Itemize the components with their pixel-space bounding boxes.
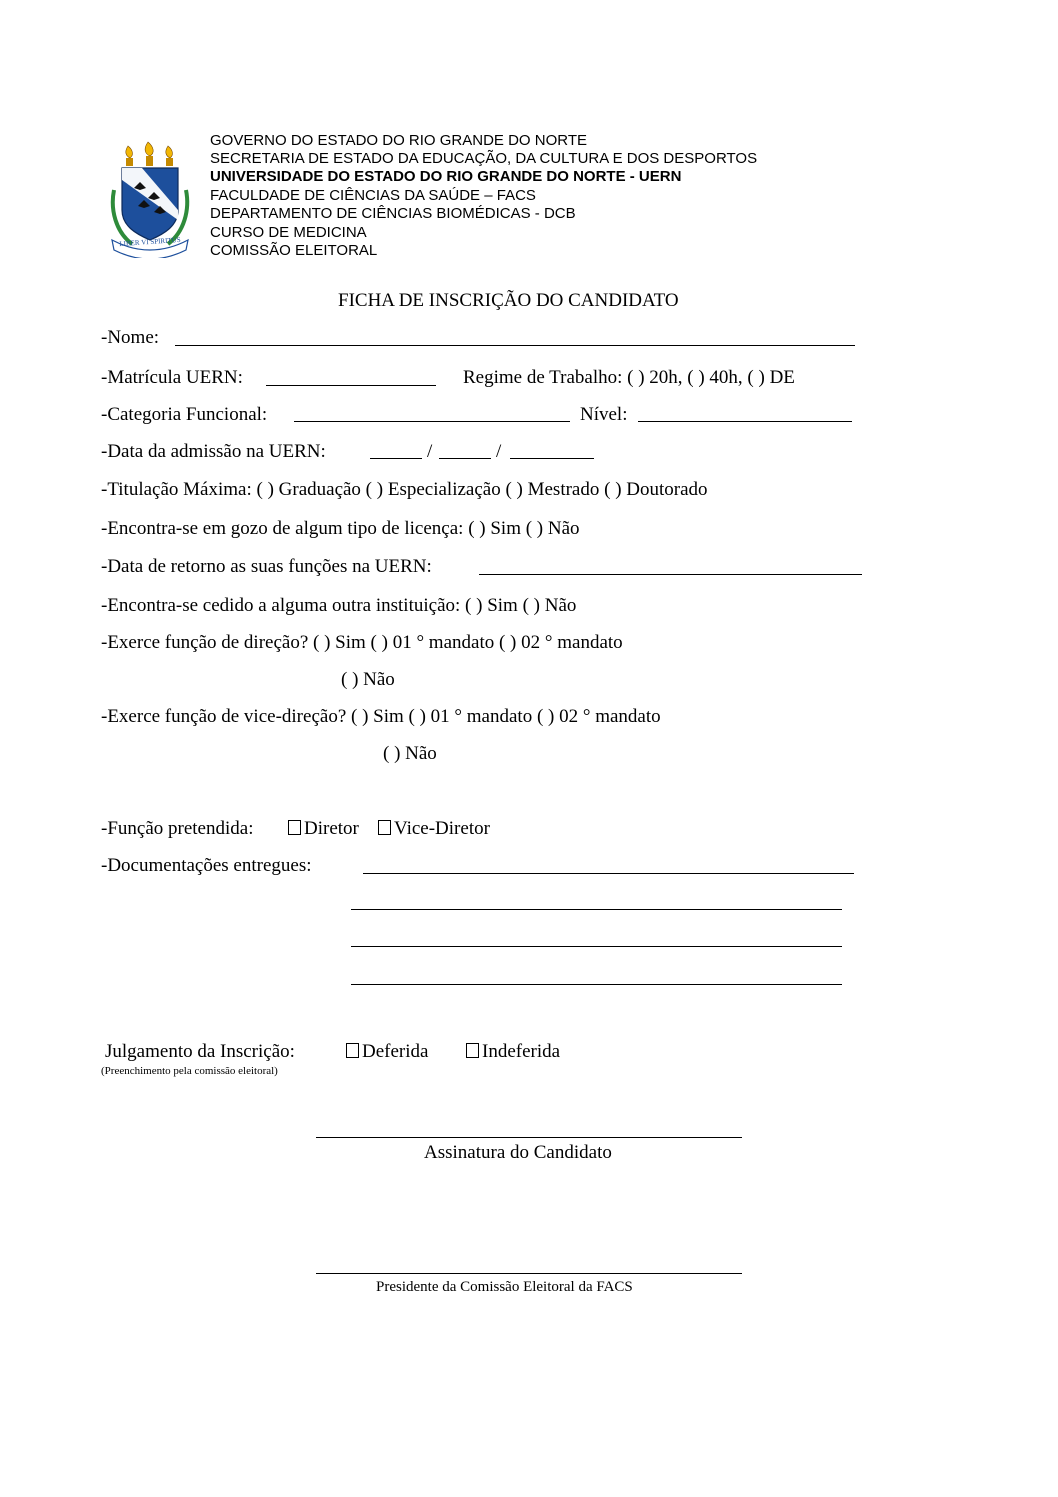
deferida-checkbox[interactable] bbox=[346, 1043, 359, 1058]
documentacoes-line-4[interactable] bbox=[351, 984, 842, 985]
diretor-option[interactable] bbox=[288, 818, 359, 840]
regime-trabalho-options[interactable]: Regime de Trabalho: ( ) 20h, ( ) 40h, ( ) DE bbox=[463, 367, 795, 388]
titulacao-options[interactable]: -Titulação Máxima: ( ) Graduação ( ) Especialização ( ) Mestrado ( ) Doutorado bbox=[101, 479, 708, 500]
data-retorno-label: -Data de retorno as suas funções na UERN: bbox=[101, 556, 432, 577]
data-retorno-field-line[interactable] bbox=[479, 574, 862, 575]
vice-diretor-checkbox[interactable] bbox=[378, 820, 391, 835]
header-line-universidade: UNIVERSIDADE DO ESTADO DO RIO GRANDE DO NORTE - UERN bbox=[210, 168, 682, 185]
vice-direcao-options[interactable]: -Exerce função de vice-direção? ( ) Sim ( ) 01 ° mandato ( ) 02 ° mandato bbox=[101, 706, 661, 727]
data-admissao-dia-line[interactable] bbox=[370, 458, 422, 459]
deferida-option[interactable] bbox=[346, 1041, 428, 1063]
data-admissao-label: -Data da admissão na UERN: bbox=[101, 441, 326, 462]
matricula-field-line[interactable] bbox=[266, 385, 436, 386]
form-title: FICHA DE INSCRIÇÃO DO CANDIDATO bbox=[338, 290, 679, 311]
vice-diretor-label: Vice-Diretor bbox=[394, 818, 490, 839]
vice-diretor-option[interactable] bbox=[378, 818, 490, 840]
presidente-label: Presidente da Comissão Eleitoral da FACS bbox=[376, 1279, 633, 1295]
date-slash: / bbox=[427, 441, 433, 462]
assinatura-candidato-line[interactable] bbox=[316, 1137, 742, 1138]
documentacoes-line-1[interactable] bbox=[363, 873, 854, 874]
indeferida-checkbox[interactable] bbox=[466, 1043, 479, 1058]
date-slash: / bbox=[496, 441, 502, 462]
header-line-secretaria: SECRETARIA DE ESTADO DA EDUCAÇÃO, DA CULTURA E DOS DESPORTOS bbox=[210, 150, 758, 167]
categoria-label: -Categoria Funcional: bbox=[101, 404, 268, 425]
matricula-label: -Matrícula UERN: bbox=[101, 367, 243, 388]
categoria-field-line[interactable] bbox=[294, 421, 570, 422]
deferida-label: Deferida bbox=[362, 1041, 429, 1062]
presidente-assinatura-line[interactable] bbox=[316, 1273, 742, 1274]
uern-logo bbox=[108, 140, 192, 258]
vice-direcao-nao-option[interactable]: ( ) Não bbox=[383, 743, 437, 764]
direcao-nao-option[interactable]: ( ) Não bbox=[341, 669, 395, 690]
licenca-options[interactable]: -Encontra-se em gozo de algum tipo de licença: ( ) Sim ( ) Não bbox=[101, 518, 580, 539]
nome-label: -Nome: bbox=[101, 327, 160, 348]
nome-field-line[interactable] bbox=[175, 345, 855, 346]
indeferida-label: Indeferida bbox=[482, 1041, 561, 1062]
logo-motto: LIBER VI SPIRITUS bbox=[119, 235, 181, 249]
documentacoes-line-3[interactable] bbox=[351, 946, 842, 947]
header-line-curso: CURSO DE MEDICINA bbox=[210, 224, 367, 241]
header-line-departamento: DEPARTAMENTO DE CIÊNCIAS BIOMÉDICAS - DCB bbox=[210, 205, 576, 222]
nivel-field-line[interactable] bbox=[638, 421, 852, 422]
header-line-faculdade: FACULDADE DE CIÊNCIAS DA SAÚDE – FACS bbox=[210, 187, 536, 204]
cedido-options[interactable]: -Encontra-se cedido a alguma outra instituição: ( ) Sim ( ) Não bbox=[101, 595, 577, 616]
nivel-label: Nível: bbox=[580, 404, 628, 425]
header-line-comissao: COMISSÃO ELEITORAL bbox=[210, 242, 378, 259]
julgamento-label: Julgamento da Inscrição: bbox=[105, 1041, 295, 1062]
data-admissao-mes-line[interactable] bbox=[439, 458, 491, 459]
diretor-checkbox[interactable] bbox=[288, 820, 301, 835]
diretor-label: Diretor bbox=[304, 818, 359, 839]
julgamento-note: (Preenchimento pela comissão eleitoral) bbox=[101, 1065, 278, 1077]
funcao-pretendida-label: -Função pretendida: bbox=[101, 818, 254, 839]
direcao-options[interactable]: -Exerce função de direção? ( ) Sim ( ) 01 ° mandato ( ) 02 ° mandato bbox=[101, 632, 623, 653]
indeferida-option[interactable] bbox=[466, 1041, 560, 1063]
assinatura-candidato-label: Assinatura do Candidato bbox=[424, 1142, 612, 1163]
data-admissao-ano-line[interactable] bbox=[510, 458, 594, 459]
documentacoes-line-2[interactable] bbox=[351, 909, 842, 910]
documentacoes-label: -Documentações entregues: bbox=[101, 855, 312, 876]
header-line-governo: GOVERNO DO ESTADO DO RIO GRANDE DO NORTE bbox=[210, 132, 587, 149]
